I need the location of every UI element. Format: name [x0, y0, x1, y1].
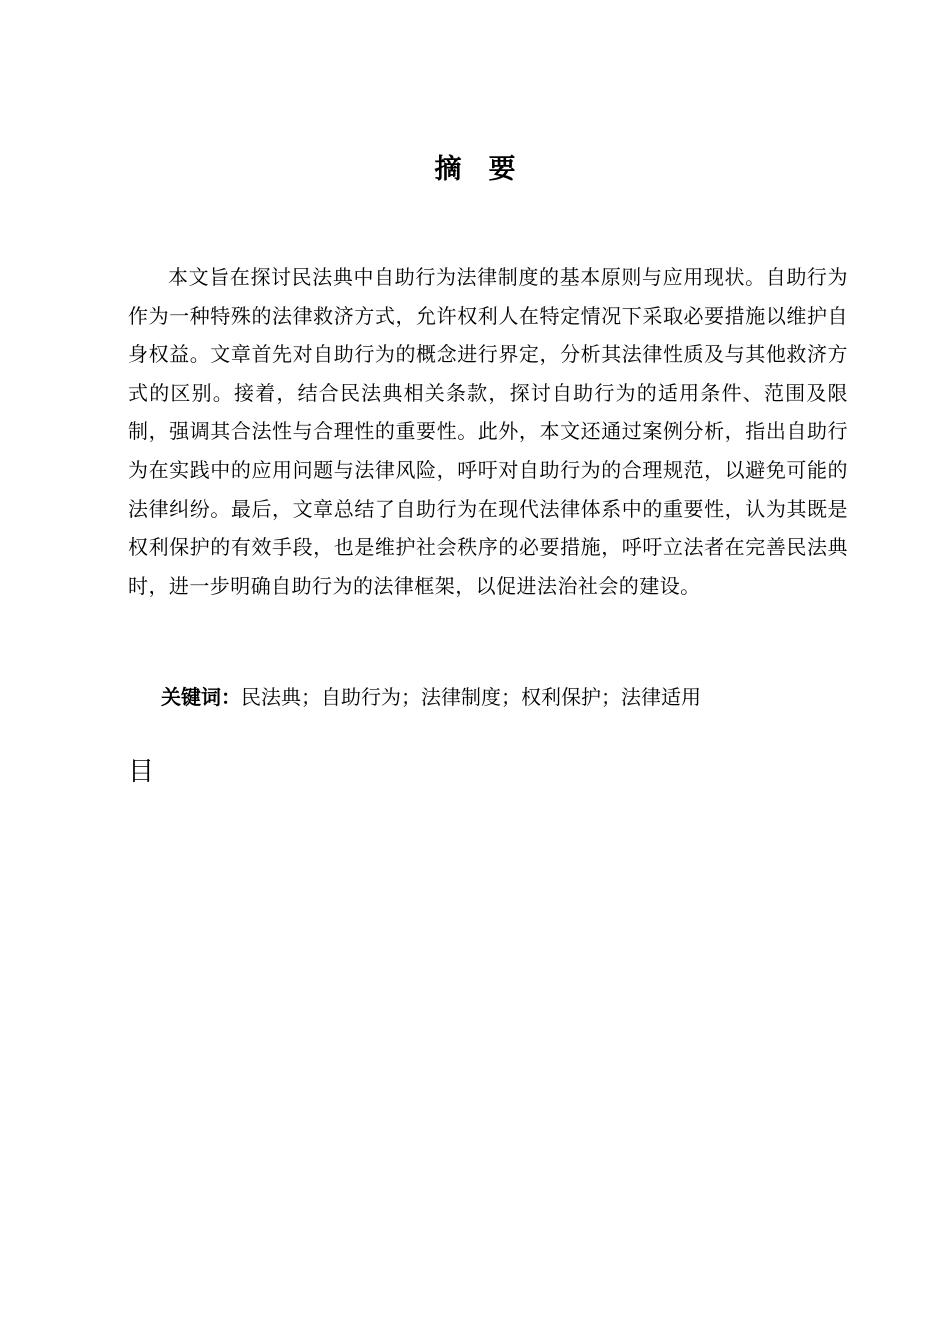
keywords-label: 关键词： — [161, 685, 241, 709]
keywords-list: 民法典；自助行为；法律制度；权利保护；法律适用 — [241, 685, 701, 709]
keywords-line — [161, 678, 861, 716]
table-of-contents-heading: 目 — [128, 757, 155, 787]
abstract-body: 本文旨在探讨民法典中自助行为法律制度的基本原则与应用现状。自助行为作为一种特殊的法律救济方式，允许权利人在特定情况下采取必要措施以维护自身权益。文章首先对自助行为的概念进行界定，分析其法律性质及与其他救济方式的区别。接着，结合民法典相关条款，探讨自助行为的适用条件、范围及限制，强调其合法性与合理性的重要性。此外，本文还通过案例分析，指出自助行为在实践中的应用问题与法律风险，呼吁对自助行为的合理规范，以避免可能的法律纠纷。最后，文章总结了自助行为在现代法律体系中的重要性，认为其既是权利保护的有效手段，也是维护社会秩序的必要措施，呼吁立法者在完善民法典时，进一步明确自助行为的法律框架，以促进法治社会的建设。 — [128, 265, 848, 598]
abstract-title: 摘 要 — [434, 154, 516, 185]
